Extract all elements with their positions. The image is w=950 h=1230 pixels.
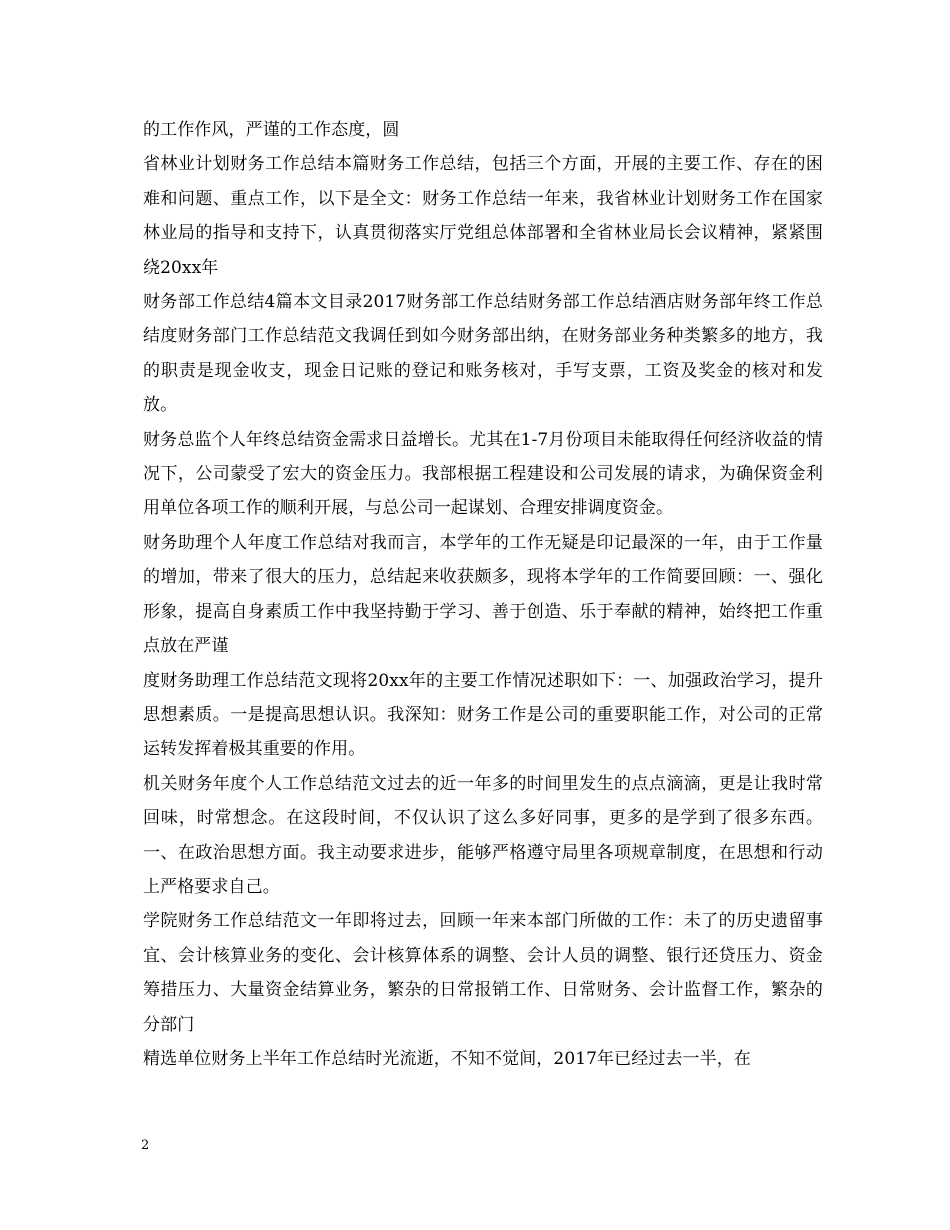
- document-body: [143, 113, 823, 1076]
- page-number: 2: [141, 1138, 150, 1153]
- paragraph: 的工作作风，严谨的工作态度，圆: [143, 120, 400, 140]
- paragraph: 财务部工作总结4篇本文目录2017财务部工作总结财务部工作总结酒店财务部年终工作总结度财务部门工作总结范文我调任到如今财务部出纳，在财务部业务种类繁多的地方，我的职责是现金收支，现金日记账的登记和账务核对，手写支票，工资及奖金的核对和发放。: [143, 292, 823, 416]
- paragraph: 省林业计划财务工作总结本篇财务工作总结，包括三个方面，开展的主要工作、存在的困难和问题、重点工作，以下是全文：财务工作总结一年来，我省林业计划财务工作在国家林业局的指导和支持下，认真贯彻落实厅党组总体部署和全省林业局长会议精神，紧紧围绕20xx年: [143, 154, 823, 278]
- paragraph: 度财务助理工作总结范文现将20xx年的主要工作情况述职如下：一、加强政治学习，提升思想素质。一是提高思想认识。我深知：财务工作是公司的重要职能工作，对公司的正常运转发挥着极其重要的作用。: [143, 670, 823, 760]
- paragraph: 学院财务工作总结范文一年即将过去，回顾一年来本部门所做的工作：未了的历史遗留事宜、会计核算业务的变化、会计核算体系的调整、会计人员的调整、银行还贷压力、资金筹措压力、大量资金结算业务，繁杂的日常报销工作、日常财务、会计监督工作，繁杂的分部门: [143, 911, 823, 1035]
- paragraph: 财务总监个人年终总结资金需求日益增长。尤其在1-7月份项目未能取得任何经济收益的情况下，公司蒙受了宏大的资金压力。我部根据工程建设和公司发展的请求，为确保资金利用单位各项工作的顺利开展，与总公司一起谋划、合理安排调度资金。: [143, 429, 823, 519]
- paragraph: 财务助理个人年度工作总结对我而言，本学年的工作无疑是印记最深的一年，由于工作量的增加，带来了很大的压力，总结起来收获颇多，现将本学年的工作简要回顾：一、强化形象，提高自身素质工作中我坚持勤于学习、善于创造、乐于奉献的精神，始终把工作重点放在严谨: [143, 532, 823, 657]
- paragraph: 机关财务年度个人工作总结范文过去的近一年多的时间里发生的点点滴滴，更是让我时常回味，时常想念。在这段时间，不仅认识了这么多好同事，更多的是学到了很多东西。一、在政治思想方面。我主动要求进步，能够严格遵守局里各项规章制度，在思想和行动上严格要求自己。: [143, 773, 823, 897]
- paragraph: 精选单位财务上半年工作总结时光流逝，不知不觉间，2017年已经过去一半，在: [143, 1048, 751, 1069]
